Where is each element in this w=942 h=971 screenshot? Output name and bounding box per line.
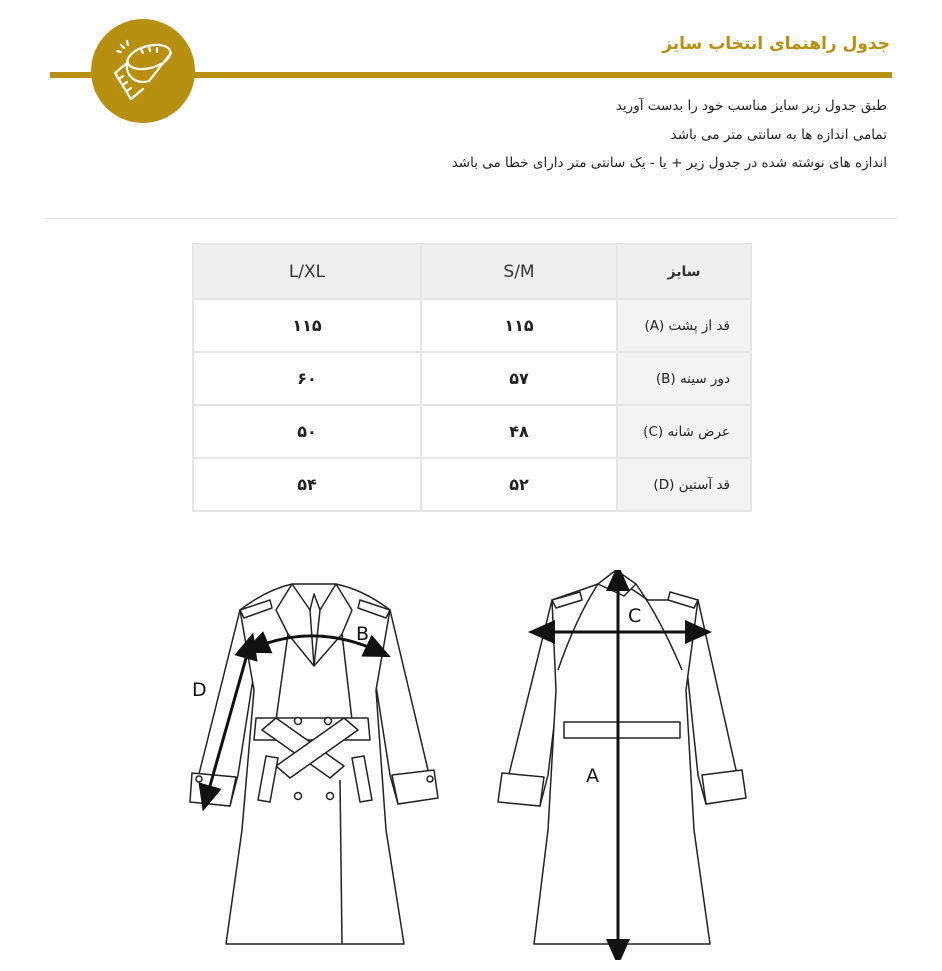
length-letter: A	[586, 765, 599, 787]
measure-value: ۵۲	[421, 458, 617, 511]
intro-line: طبق جدول زیر سایز مناسب خود را بدست آورید	[615, 98, 887, 114]
chest-letter: B	[356, 623, 370, 645]
size-table	[192, 243, 752, 512]
page-title: جدول راهنمای انتخاب سایز	[662, 34, 890, 54]
front-coat-drawing	[190, 584, 438, 944]
size-header: S/M	[421, 244, 617, 299]
corner-header: سایز	[617, 244, 751, 299]
table-row	[193, 352, 751, 405]
table-header-row	[193, 244, 751, 299]
intro-line: تمامی اندازه ها به سانتی متر می باشد	[670, 126, 887, 143]
measure-value: ۵۷	[421, 352, 617, 405]
sleeve-letter: D	[192, 679, 207, 701]
intro-notes	[452, 92, 887, 178]
measure-value: ۱۱۵	[193, 299, 421, 352]
measure-value: ۴۸	[421, 405, 617, 458]
table-row	[193, 405, 751, 458]
measure-value: ۱۱۵	[421, 299, 617, 352]
back-coat-drawing	[498, 570, 746, 944]
measure-value: ۵۴	[193, 458, 421, 511]
section-divider	[45, 218, 897, 219]
measuring-tape-icon	[91, 19, 195, 123]
intro-line: اندازه های نوشته شده در جدول زیر + یا - یک سانتی متر دارای خطا می باشد	[451, 155, 887, 171]
measure-value: ۵۰	[193, 405, 421, 458]
measure-value: ۶۰	[193, 352, 421, 405]
shoulder-letter: C	[628, 605, 642, 627]
table-row	[193, 458, 751, 511]
measure-label: قد از پشت (A)	[617, 299, 751, 352]
table-row	[193, 299, 751, 352]
measure-label: قد آستین (D)	[617, 458, 751, 511]
measure-label: دور سینه (B)	[617, 352, 751, 405]
measure-label: عرض شانه (C)	[617, 405, 751, 458]
coat-measurement-diagram	[180, 570, 760, 960]
size-header: L/XL	[193, 244, 421, 299]
